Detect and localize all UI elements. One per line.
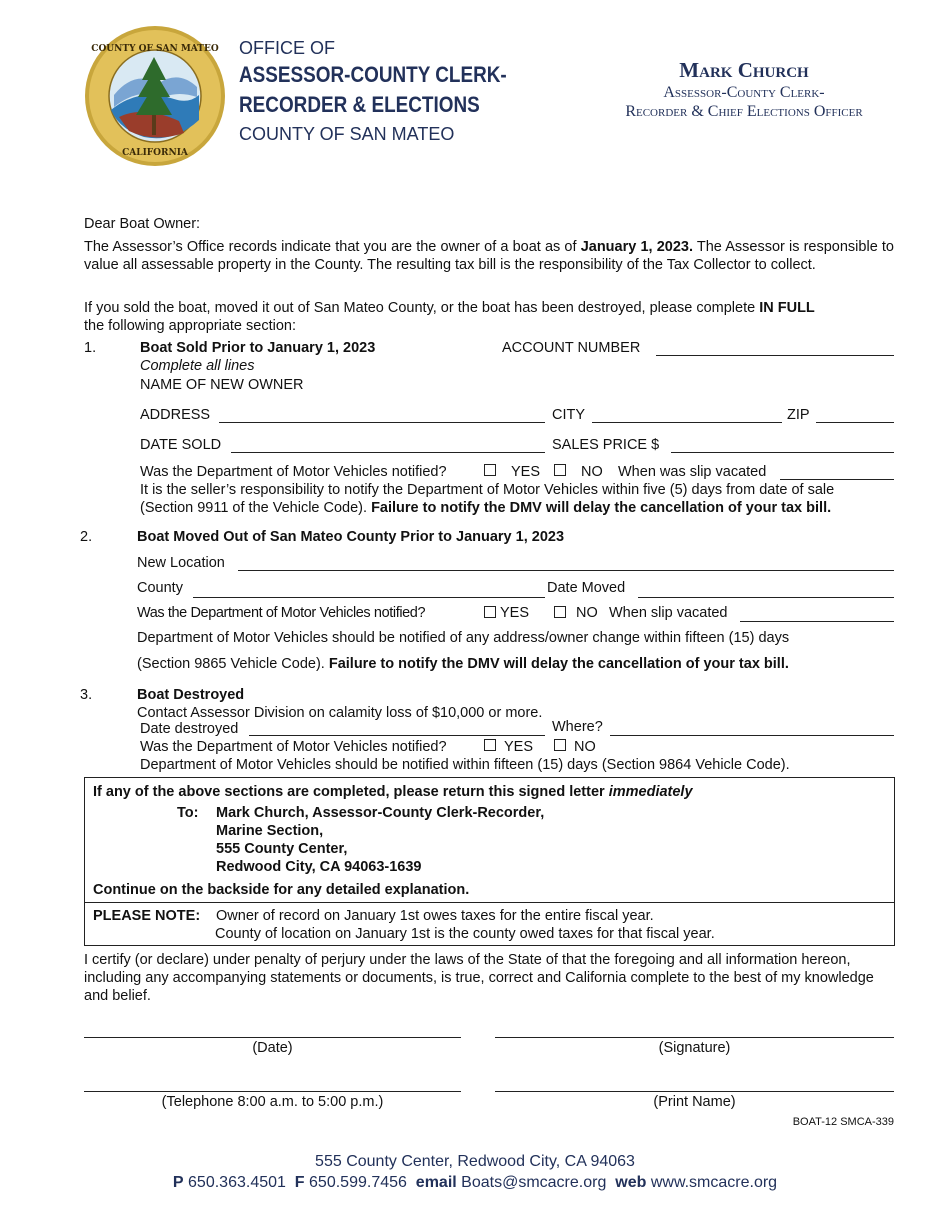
return-address-line2: Marine Section, (216, 823, 324, 839)
office-title-line1: ASSESSOR-COUNTY CLERK- (239, 62, 507, 87)
address-field[interactable] (219, 422, 545, 423)
office-of: OFFICE OF (239, 38, 335, 58)
section3-yes-checkbox[interactable] (484, 739, 496, 751)
section1-no-checkbox[interactable] (554, 464, 566, 476)
section1-yes-label: YES (511, 464, 541, 480)
return-address-line1: Mark Church, Assessor-County Clerk-Recorder, (216, 805, 545, 821)
official-title-line2: Recorder & Chief Elections Officer (625, 103, 863, 120)
section1-yes-checkbox[interactable] (484, 464, 496, 476)
sales-price-field[interactable] (671, 452, 894, 453)
intro-paragraph-1: The Assessor’s Office records indicate that you are the owner of a boat as of January 1, 2023. The Assessor is responsible to value all assessable property in the County. The resulting tax bill is the responsibility of the Tax Collector to collect. (84, 239, 894, 273)
return-address-line4: Redwood City, CA 94063-1639 (216, 859, 422, 875)
section3-yes-label: YES (504, 739, 534, 755)
section2-no-label: NO (576, 605, 598, 621)
return-to-label: To: (177, 805, 199, 821)
section3-no-label: NO (574, 739, 596, 755)
print-name-line[interactable] (495, 1091, 894, 1092)
return-instructions-box (84, 777, 895, 903)
date-destroyed-field[interactable] (249, 735, 545, 736)
office-title-line2: RECORDER & ELECTIONS (239, 92, 480, 117)
section2-slip-field[interactable] (740, 621, 894, 622)
date-moved-field[interactable] (638, 597, 894, 598)
zip-label: ZIP (787, 407, 810, 423)
section1-dmv-question: Was the Department of Motor Vehicles notified? (140, 464, 447, 480)
new-location-label: New Location (137, 555, 225, 571)
section3-contact: Contact Assessor Division on calamity loss of $10,000 or more. (137, 705, 543, 721)
section1-note-line1: It is the seller’s responsibility to notify the Department of Motor Vehicles within five (5) days from date of sale (140, 482, 835, 498)
date-destroyed-label: Date destroyed (140, 721, 239, 737)
section1-subtitle: Complete all lines (140, 358, 255, 374)
section2-dmv-question: Was the Department of Motor Vehicles notified? (137, 605, 426, 621)
zip-field[interactable] (816, 422, 894, 423)
phone-label: P (172, 1174, 184, 1191)
section3-dmv-question: Was the Department of Motor Vehicles notified? (140, 739, 447, 755)
section3-title: Boat Destroyed (137, 687, 245, 703)
email-label: email (415, 1174, 457, 1191)
date-sold-label: DATE SOLD (140, 437, 222, 453)
please-note-line1: Owner of record on January 1st owes taxes for the entire fiscal year. (216, 908, 654, 924)
return-address-line3: 555 County Center, (216, 841, 348, 857)
date-caption: (Date) (252, 1040, 293, 1056)
new-location-field[interactable] (238, 570, 894, 571)
section1-title: Boat Sold Prior to January 1, 2023 (140, 340, 376, 356)
web-link[interactable]: www.smcacre.org (650, 1174, 778, 1191)
account-number-field[interactable] (656, 355, 894, 356)
date-moved-label: Date Moved (547, 580, 626, 596)
official-name: Mark Church (679, 58, 809, 82)
please-note-line2: County of location on January 1st is the county owed taxes for that fiscal year. (215, 926, 715, 942)
section2-title: Boat Moved Out of San Mateo County Prior to January 1, 2023 (137, 529, 565, 545)
where-label: Where? (552, 719, 603, 735)
address-label: ADDRESS (140, 407, 211, 423)
web-label: web (615, 1174, 647, 1191)
please-note-label: PLEASE NOTE: (93, 908, 201, 924)
sales-price-label: SALES PRICE $ (552, 437, 660, 453)
telephone-caption: (Telephone 8:00 a.m. to 5:00 p.m.) (161, 1094, 384, 1110)
county-seal-logo (84, 25, 226, 167)
signature-line[interactable] (495, 1037, 894, 1038)
telephone-line[interactable] (84, 1091, 461, 1092)
footer-contacts (0, 1174, 950, 1192)
new-owner-label: NAME OF NEW OWNER (140, 377, 304, 393)
fax-label: F (294, 1174, 305, 1191)
city-field[interactable] (592, 422, 782, 423)
intro-paragraph-2: If you sold the boat, moved it out of San Mateo County, or the boat has been destroyed, please complete IN FULL the following appropriate section: (84, 300, 815, 334)
section2-note-line2: (Section 9865 Vehicle Code). Failure to notify the DMV will delay the cancellation of your tax bill. (137, 656, 789, 672)
continue-note: Continue on the backside for any detailed explanation. (93, 882, 470, 898)
section1-note-line2: (Section 9911 of the Vehicle Code). Failure to notify the DMV will delay the cancellation of your tax bill. (140, 500, 832, 516)
section1-slip-field[interactable] (780, 479, 894, 480)
county-field[interactable] (193, 597, 545, 598)
date-signature-line[interactable] (84, 1037, 461, 1038)
section3-note: Department of Motor Vehicles should be notified within fifteen (15) days (Section 9864 Vehicle Code). (140, 757, 790, 773)
county-label: County (137, 580, 183, 596)
section1-no-label: NO (581, 464, 603, 480)
section1-number: 1. (84, 340, 97, 356)
section2-note-line1: Department of Motor Vehicles should be notified of any address/owner change within fifteen (15) days (137, 630, 790, 646)
section3-no-checkbox[interactable] (554, 739, 566, 751)
date-sold-field[interactable] (231, 452, 545, 453)
phone-number: 650.363.4501 (188, 1174, 286, 1191)
return-instructions: If any of the above sections are completed, please return this signed letter immediately (93, 784, 693, 800)
email-link[interactable]: Boats@smcacre.org (461, 1174, 607, 1191)
signature-caption: (Signature) (658, 1040, 731, 1056)
account-number-label: ACCOUNT NUMBER (502, 340, 641, 356)
office-county: COUNTY OF SAN MATEO (239, 124, 455, 144)
section2-no-checkbox[interactable] (554, 606, 566, 618)
fax-number: 650.599.7456 (309, 1174, 407, 1191)
section2-yes-checkbox[interactable] (484, 606, 496, 618)
seal-text-bottom: CALIFORNIA (122, 148, 188, 158)
greeting: Dear Boat Owner: (84, 216, 201, 232)
section1-slip-label: When was slip vacated (618, 464, 767, 480)
city-label: CITY (552, 407, 586, 423)
please-note-box (84, 902, 895, 946)
seal-text-top: COUNTY OF SAN MATEO (91, 44, 219, 54)
print-name-caption: (Print Name) (653, 1094, 736, 1110)
where-field[interactable] (610, 735, 894, 736)
section2-slip-label: When slip vacated (609, 605, 728, 621)
section2-number: 2. (80, 529, 93, 545)
official-title-line1: Assessor-County Clerk- (663, 84, 825, 101)
footer-address: 555 County Center, Redwood City, CA 94063 (315, 1153, 635, 1170)
section3-number: 3. (80, 687, 93, 703)
form-id: BOAT-12 SMCA-339 (792, 1116, 894, 1128)
section2-yes-label: YES (500, 605, 530, 621)
certification-text: I certify (or declare) under penalty of perjury under the laws of the State of that the foregoing and all information hereon, including any accompanying statements or documents, is true, correct and California complete to the best of my knowledge and belief. (84, 952, 874, 1004)
